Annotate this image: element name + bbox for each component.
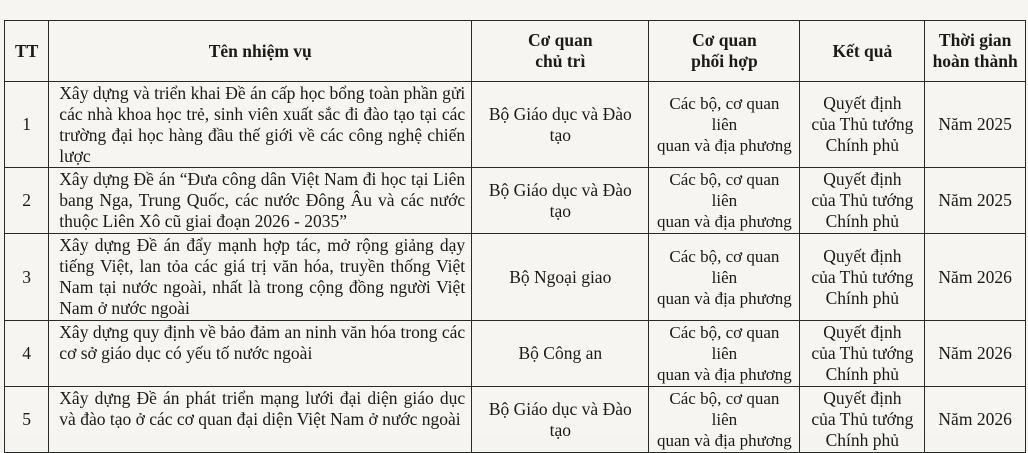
table-header-row	[5, 21, 1026, 82]
coop-line1: Các bộ, cơ quan liên	[669, 323, 780, 363]
result-line2: của Thủ tướng	[811, 343, 914, 363]
row-task: Xây dựng quy định về bảo đảm an ninh văn hóa trong các cơ sở giáo dục có yếu tố nước ngoài	[49, 321, 472, 387]
result-line3: Chính phủ	[825, 211, 900, 231]
header-coop-line1: Cơ quan	[692, 30, 757, 50]
header-lead-line2: chủ trì	[535, 51, 586, 71]
header-time-line1: Thời gian	[938, 30, 1012, 50]
row-coop	[649, 387, 800, 453]
coop-line1: Các bộ, cơ quan liên	[669, 389, 780, 429]
result-line2: của Thủ tướng	[811, 409, 914, 429]
coop-line2: quan và địa phương	[656, 212, 792, 231]
header-coop-line2: phối hợp	[691, 51, 758, 71]
row-lead: Bộ Giáo dục và Đào tạo	[472, 82, 649, 168]
row-lead: Bộ Công an	[472, 321, 649, 387]
row-tt: 1	[5, 82, 49, 168]
row-result	[800, 168, 925, 234]
row-coop	[649, 168, 800, 234]
coop-line2: quan và địa phương	[656, 431, 792, 450]
row-lead: Bộ Giáo dục và Đào tạo	[472, 387, 649, 453]
row-time: Năm 2026	[925, 234, 1026, 321]
result-line3: Chính phủ	[825, 135, 900, 155]
row-task: Xây dựng Đề án đẩy mạnh hợp tác, mở rộng giảng dạy tiếng Việt, lan tỏa các giá trị văn hóa, truyền thống Việt Nam tại nước ngoài, nhất là trong cộng đồng người Việt Nam ở nước ngoài	[49, 234, 472, 321]
header-lead-line1: Cơ quan	[527, 30, 593, 50]
result-line1: Quyết định	[823, 322, 902, 342]
result-line1: Quyết định	[823, 245, 902, 266]
table-row	[5, 82, 1026, 168]
coop-line1: Các bộ, cơ quan liên	[669, 170, 780, 210]
coop-line2: quan và địa phương	[656, 136, 792, 155]
result-line1: Quyết định	[823, 169, 902, 189]
result-line3: Chính phủ	[825, 430, 900, 450]
row-task: Xây dựng và triển khai Đề án cấp học bổng toàn phần gửi các nhà khoa học trẻ, sinh viên xuất sắc đi đào tạo tại các trường đại học hàng đầu thế giới về các công nghệ chiến lược	[49, 82, 472, 168]
row-coop	[649, 234, 800, 321]
row-time: Năm 2025	[925, 168, 1026, 234]
row-tt: 5	[5, 387, 49, 453]
row-time: Năm 2026	[925, 387, 1026, 453]
header-lead-agency	[472, 21, 649, 82]
result-line2: của Thủ tướng	[811, 114, 914, 134]
result-line3: Chính phủ	[825, 364, 900, 384]
row-coop	[649, 321, 800, 387]
coop-line1: Các bộ, cơ quan liên	[669, 246, 780, 287]
header-time-line2: hoàn thành	[932, 51, 1018, 71]
table-row	[5, 387, 1026, 453]
header-tt: TT	[5, 21, 49, 82]
row-task: Xây dựng Đề án “Đưa công dân Việt Nam đi học tại Liên bang Nga, Trung Quốc, các nước Đông Âu và các nước thuộc Liên Xô cũ giai đoạn 2026 - 2035”	[49, 168, 472, 234]
coop-line2: quan và địa phương	[656, 288, 792, 308]
row-time: Năm 2025	[925, 82, 1026, 168]
table-row	[5, 168, 1026, 234]
row-lead: Bộ Giáo dục và Đào tạo	[472, 168, 649, 234]
row-coop	[649, 82, 800, 168]
row-tt: 2	[5, 168, 49, 234]
row-result	[800, 321, 925, 387]
row-lead: Bộ Ngoại giao	[472, 234, 649, 321]
header-time	[925, 21, 1026, 82]
result-line3: Chính phủ	[825, 287, 900, 308]
task-table	[4, 20, 1026, 453]
row-result	[800, 387, 925, 453]
table-row	[5, 234, 1026, 321]
row-task: Xây dựng Đề án phát triển mạng lưới đại diện giáo dục và đào tạo ở các cơ quan đại diện Việt Nam ở nước ngoài	[49, 387, 472, 453]
row-tt: 4	[5, 321, 49, 387]
header-task: Tên nhiệm vụ	[49, 21, 472, 82]
header-result: Kết quả	[800, 21, 925, 82]
result-line2: của Thủ tướng	[811, 190, 914, 210]
header-coop-agency	[649, 21, 800, 82]
coop-line1: Các bộ, cơ quan liên	[669, 94, 780, 134]
row-result	[800, 82, 925, 168]
coop-line2: quan và địa phương	[656, 365, 792, 384]
row-tt: 3	[5, 234, 49, 321]
row-time: Năm 2026	[925, 321, 1026, 387]
result-line2: của Thủ tướng	[811, 266, 914, 287]
table-row	[5, 321, 1026, 387]
result-line1: Quyết định	[823, 93, 902, 113]
result-line1: Quyết định	[823, 388, 902, 408]
row-result	[800, 234, 925, 321]
